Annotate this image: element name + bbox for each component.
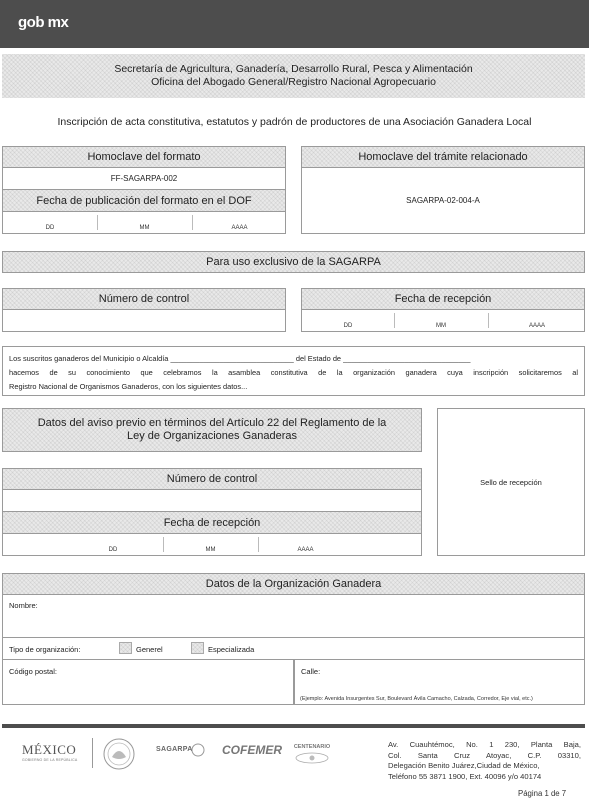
constitution-emblem-icon [292, 751, 332, 765]
sello-recepcion-label: Sello de recepción [480, 477, 542, 487]
sello-recepcion-box [437, 408, 585, 556]
declaration-line1: Los suscritos ganaderos del Municipio o Alcaldía ______________________________ del Estado de _______________________________ [9, 354, 471, 363]
numero-control-header: Número de control [2, 288, 286, 310]
centenario-logo: CENTENARIO [290, 744, 334, 765]
tipo-organizacion-row [2, 638, 585, 660]
municipio-blank[interactable]: ______________________________ [170, 354, 294, 363]
calle-field[interactable] [294, 660, 585, 705]
codigo-postal-label: Código postal: [9, 667, 57, 676]
sagarpa-logo: SAGARPA [156, 746, 193, 753]
footer-divider [2, 724, 585, 728]
aviso-numero-control-header: Número de control [2, 468, 422, 490]
cofemer-logo: COFEMER [222, 743, 282, 757]
organizacion-header: Datos de la Organización Ganadera [2, 573, 585, 595]
aviso-fecha-recepcion-header: Fecha de recepción [2, 512, 422, 534]
fecha-publicacion-field[interactable] [2, 212, 286, 234]
declaration-box [2, 346, 585, 396]
logo-divider [92, 738, 93, 768]
homoclave-formato-header: Homoclave del formato [2, 146, 286, 168]
fecha-publicacion-header: Fecha de publicación del formato en el DOF [2, 190, 286, 212]
uso-exclusivo-header: Para uso exclusivo de la SAGARPA [2, 251, 585, 273]
aviso-previo-header: Datos del aviso previo en términos del Artículo 22 del Reglamento de la Ley de Organizaciones Ganaderas [2, 408, 422, 452]
mm-label: MM [139, 225, 150, 231]
declaration-line2: hacemos de su conocimiento que celebramos la asamblea constitutiva de la organización ganadera cuya inscripción solicitaremos al [9, 368, 578, 377]
mm-label: MM [436, 323, 446, 329]
ministry-name: Secretaría de Agricultura, Ganadería, Desarrollo Rural, Pesca y Alimentación [114, 63, 473, 75]
fecha-recepcion-header: Fecha de recepción [301, 288, 585, 310]
homoclave-tramite-header: Homoclave del trámite relacionado [301, 146, 585, 168]
calle-label: Calle: [301, 667, 321, 676]
top-bar [0, 0, 589, 48]
dd-label: DD [343, 323, 353, 329]
footer-address: Av. Cuauhtémoc, No. 1 230, Planta Baja, Col. Santa Cruz Atoyac, C.P. 03310, Delegación Benito Juárez,Ciudad de México, Teléfono 55 3871 1900, Ext. 40096 y/o 40174 [388, 740, 581, 781]
gobmx-logo: gob mx [18, 14, 69, 31]
especializada-label: Especializada [208, 645, 255, 654]
homoclave-formato-value: FF-SAGARPA-002 [2, 168, 286, 190]
general-label: Generel [136, 645, 163, 654]
calle-example: (Ejemplo: Avenida Insurgentes Sur, Boulevard Ávila Camacho, Calzada, Corredor, Eje vial, etc.) [300, 696, 533, 702]
estado-blank[interactable]: _______________________________ [343, 354, 471, 363]
office-name: Oficina del Abogado General/Registro Nacional Agropecuario [151, 76, 436, 88]
nombre-label: Nombre: [9, 601, 38, 610]
sagarpa-emblem-icon [191, 742, 205, 758]
mm-label: MM [205, 547, 216, 553]
ministry-header [2, 54, 585, 98]
aaaa-label: AAAA [528, 323, 545, 329]
numero-control-field[interactable] [2, 310, 286, 332]
nombre-field[interactable] [2, 595, 585, 638]
codigo-postal-field[interactable] [2, 660, 294, 705]
dd-label: DD [108, 547, 118, 553]
general-checkbox[interactable] [119, 642, 132, 654]
aaaa-label: AAAA [297, 547, 314, 553]
mexico-logo: MÉXICO GOBIERNO DE LA REPÚBLICA [22, 742, 78, 762]
tipo-label: Tipo de organización: [9, 645, 81, 654]
aviso-numero-control-field[interactable] [2, 490, 422, 512]
fecha-recepcion-field[interactable] [301, 310, 585, 332]
homoclave-tramite-value: SAGARPA-02-004-A [301, 168, 585, 234]
form-title: Inscripción de acta constitutiva, estatutos y padrón de productores de una Asociación Ganadera Local [57, 116, 532, 128]
page-number: Página 1 de 7 [518, 789, 567, 798]
coat-of-arms-icon [100, 737, 138, 771]
declaration-line3: Registro Nacional de Organismos Ganaderos, con los siguientes datos... [9, 382, 248, 391]
dd-label: DD [45, 225, 55, 231]
especializada-checkbox[interactable] [191, 642, 204, 654]
aviso-fecha-recepcion-field[interactable] [2, 534, 422, 556]
aaaa-label: AAAA [231, 225, 248, 231]
